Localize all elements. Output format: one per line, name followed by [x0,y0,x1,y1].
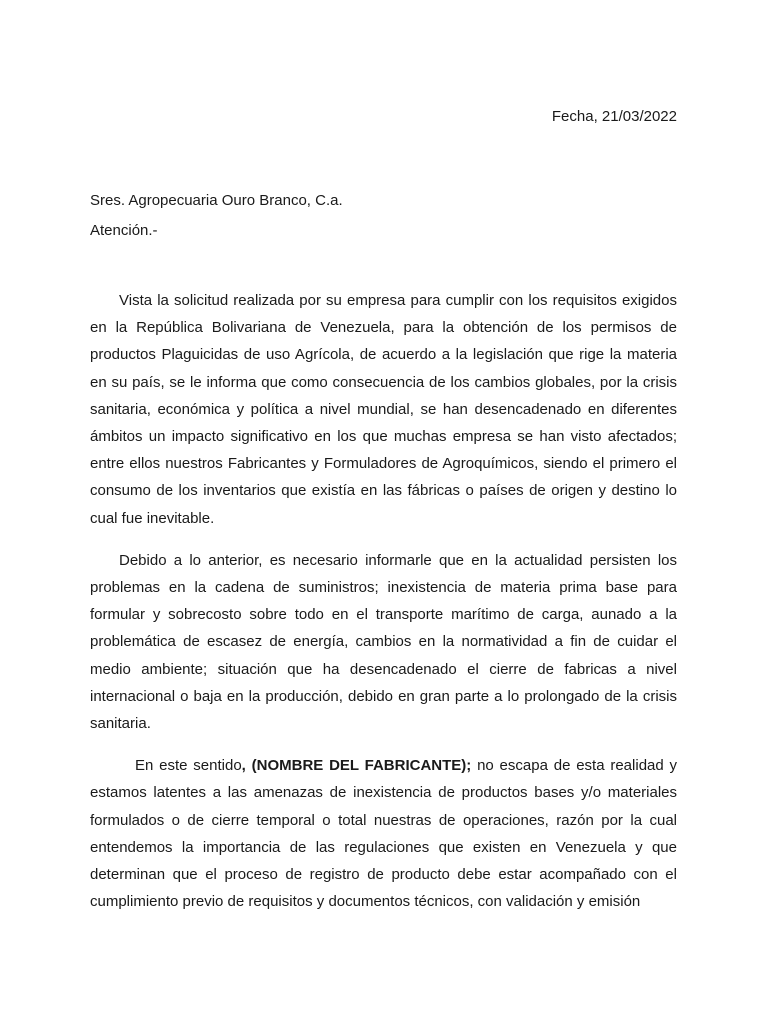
paragraph-2: Debido a lo anterior, es necesario informarle que en la actualidad persisten los problemas en la cadena de suministros; inexistencia de materia prima base para formular y sobrecosto sobre todo en el transporte marítimo de carga, aunado a la problemática de escasez de energía, cambios en la normatividad a fin de cuidar el medio ambiente; situación que ha desencadenado el cierre de fabricas a nivel internacional o baja en la producción, debido en gran parte a lo prolongado de la crisis sanitaria. [90,551,677,733]
letter-body [90,287,677,915]
paragraph-3-rest: no escapa de esta realidad y estamos latentes a las amenazas de inexistencia de productos bases y/o materiales formulados o de cierre temporal o total nuestras de operaciones, razón por la cual entendemos la importancia de las regulaciones que existen en Venezuela y que determinan que el proceso de registro de producto debe estar acompañado con el cumplimiento previo de requisitos y documentos técnicos, con validación y emisión [90,757,678,911]
addressee-block [90,186,343,246]
paragraph-3 [90,752,677,915]
letter-date: Fecha, 21/03/2022 [551,108,677,125]
paragraph-1: Vista la solicitud realizada por su empresa para cumplir con los requisitos exigidos en la República Bolivariana de Venezuela, para la obtención de los permisos de productos Plaguicidas de uso Agrícola, de acuerdo a la legislación que rige la materia en su país, se le informa que como consecuencia de los cambios globales, por la crisis sanitaria, económica y política a nivel mundial, se han desencadenado en diferentes ámbitos un impacto significativo en los que muchas empresa se han visto afectados; entre ellos nuestros Fabricantes y Formuladores de Agroquímicos, siendo el primero el consumo de los inventarios que existía en las fábricas o países de origen y destino lo cual fue inevitable. [90,292,677,527]
addressee-name: Sres. Agropecuaria Ouro Branco, C.a. [90,192,343,209]
attention-line: Atención.- [90,222,158,239]
paragraph-3-start: En este sentido [135,757,242,775]
manufacturer-name-placeholder: , (NOMBRE DEL FABRICANTE); [241,757,472,775]
